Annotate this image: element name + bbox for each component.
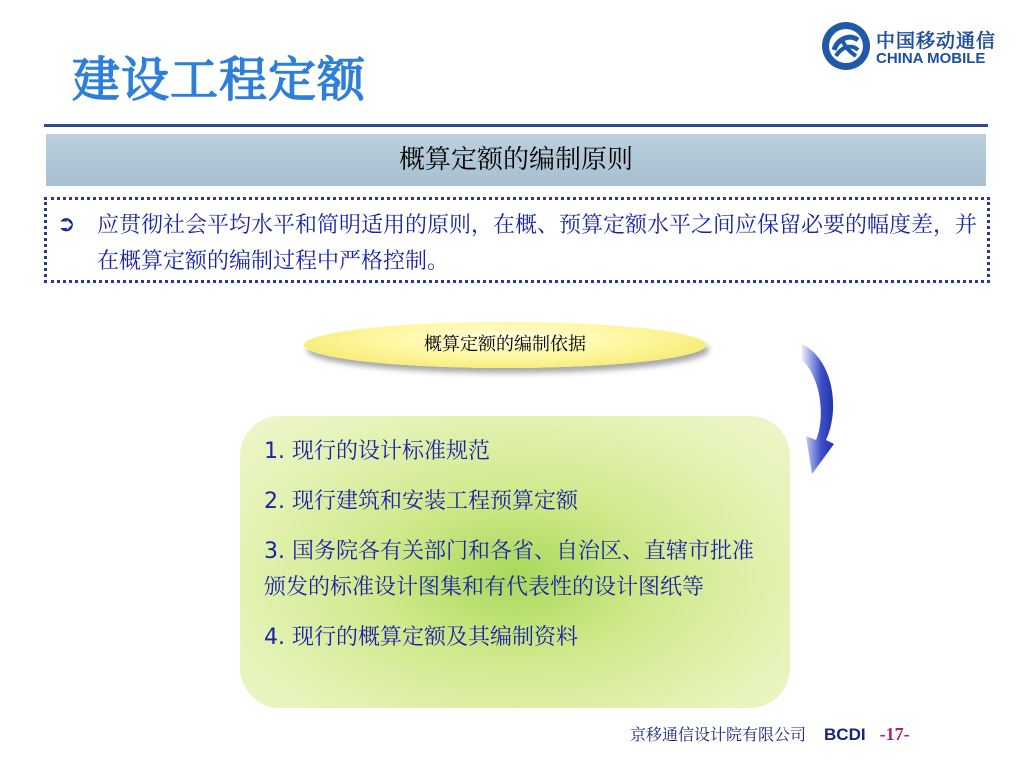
- footer-code: BCDI: [824, 725, 866, 744]
- china-mobile-logo-icon: [820, 20, 872, 72]
- page-number: -17-: [879, 724, 910, 744]
- basis-item-number: 1.: [264, 439, 285, 464]
- basis-item-number: 2.: [264, 489, 285, 514]
- title-divider: [44, 124, 988, 127]
- basis-item-2: [264, 484, 774, 520]
- basis-item-text: 现行建筑和安装工程预算定额: [292, 489, 579, 514]
- logo-chinese-text: 中国移动通信: [876, 30, 997, 52]
- curved-arrow-icon: [790, 340, 840, 480]
- footer: [630, 722, 990, 750]
- principle-text: 应贯彻社会平均水平和简明适用的原则，在概、预算定额水平之间应保留必要的幅度差，并在概算定额的编制过程中严格控制。: [97, 213, 978, 274]
- slide-title: 建设工程定额: [72, 52, 367, 108]
- basis-item-text: 现行的概算定额及其编制资料: [292, 625, 579, 650]
- footer-company: 京移通信设计院有限公司: [630, 725, 807, 744]
- basis-list: [264, 434, 774, 670]
- logo-english-text: CHINA MOBILE: [876, 50, 986, 67]
- arrow-bullet-icon: ➲: [57, 212, 76, 237]
- china-mobile-logo: [820, 20, 1010, 76]
- section-heading: 概算定额的编制原则: [46, 134, 986, 186]
- basis-panel: [240, 416, 790, 708]
- basis-item-1: [264, 434, 774, 470]
- basis-item-number: 3.: [264, 539, 285, 564]
- basis-item-number: 4.: [264, 625, 285, 650]
- basis-item-text: 现行的设计标准规范: [292, 439, 491, 464]
- principle-box: [44, 197, 990, 283]
- basis-item-3: [264, 534, 774, 606]
- basis-item-text: 国务院各有关部门和各省、自治区、直辖市批准颁发的标准设计图集和有代表性的设计图纸等: [264, 539, 755, 600]
- basis-item-4: [264, 620, 774, 656]
- basis-label: 概算定额的编制依据: [304, 322, 706, 368]
